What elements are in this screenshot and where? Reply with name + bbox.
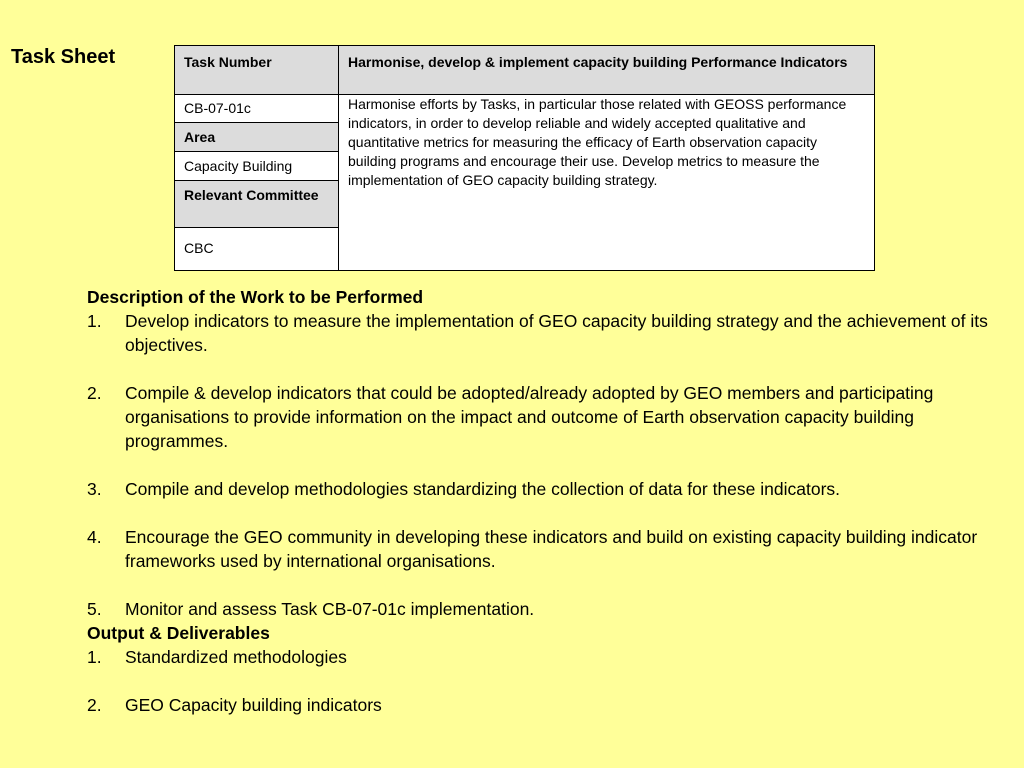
- list-item-number: 3.: [87, 479, 102, 499]
- list-item-text: Compile and develop methodologies standardizing the collection of data for these indicators.: [125, 479, 841, 499]
- list-item-text: GEO Capacity building indicators: [125, 695, 382, 715]
- list-item-text: Encourage the GEO community in developing these indicators and build on existing capacity building indicator frameworks used by international organisations.: [125, 527, 978, 571]
- list-item-text: Standardized methodologies: [125, 647, 347, 667]
- area-value: Capacity Building: [175, 152, 339, 181]
- list-item: [87, 597, 1007, 621]
- committee-value: CBC: [175, 228, 339, 271]
- task-id: CB-07-01c: [175, 95, 339, 123]
- list-item-number: 1.: [87, 311, 102, 331]
- list-item: [87, 309, 1007, 357]
- task-table: [174, 45, 875, 271]
- task-title: Harmonise, develop & implement capacity building Performance Indicators: [339, 46, 875, 95]
- list-item: [87, 645, 1007, 669]
- output-heading: Output & Deliverables: [87, 623, 270, 643]
- list-item: [87, 477, 1007, 501]
- task-description: Harmonise efforts by Tasks, in particular those related with GEOSS performance indicators, in order to develop reliable and widely accepted qualitative and quantitative metrics for measuring the efficacy of Earth observation capacity building programs and encourage their use. Develop metrics to measure the implementation of GEO capacity building strategy.: [339, 95, 875, 271]
- work-list: [87, 309, 1007, 621]
- committee-label: Relevant Committee: [175, 181, 339, 228]
- output-list: [87, 645, 1007, 717]
- list-item: [87, 693, 1007, 717]
- page-title: Task Sheet: [11, 46, 116, 68]
- list-item-text: Compile & develop indicators that could be adopted/already adopted by GEO members and participating organisations to provide information on the impact and outcome of Earth observation capacity building programmes.: [125, 383, 934, 451]
- list-item-text: Monitor and assess Task CB-07-01c implementation.: [125, 599, 535, 619]
- table-row: [175, 95, 875, 123]
- list-item: [87, 525, 1007, 573]
- table-row: [175, 46, 875, 95]
- list-item-number: 2.: [87, 383, 102, 403]
- list-item: [87, 381, 1007, 453]
- task-number-label: Task Number: [175, 46, 339, 95]
- area-label: Area: [175, 123, 339, 152]
- list-item-number: 2.: [87, 695, 102, 715]
- list-item-text: Develop indicators to measure the implementation of GEO capacity building strategy and the achievement of its objectives.: [125, 311, 988, 355]
- main-content: [87, 285, 1007, 717]
- list-item-number: 4.: [87, 527, 102, 547]
- list-item-number: 5.: [87, 599, 102, 619]
- work-heading: Description of the Work to be Performed: [87, 287, 424, 307]
- list-item-number: 1.: [87, 647, 102, 667]
